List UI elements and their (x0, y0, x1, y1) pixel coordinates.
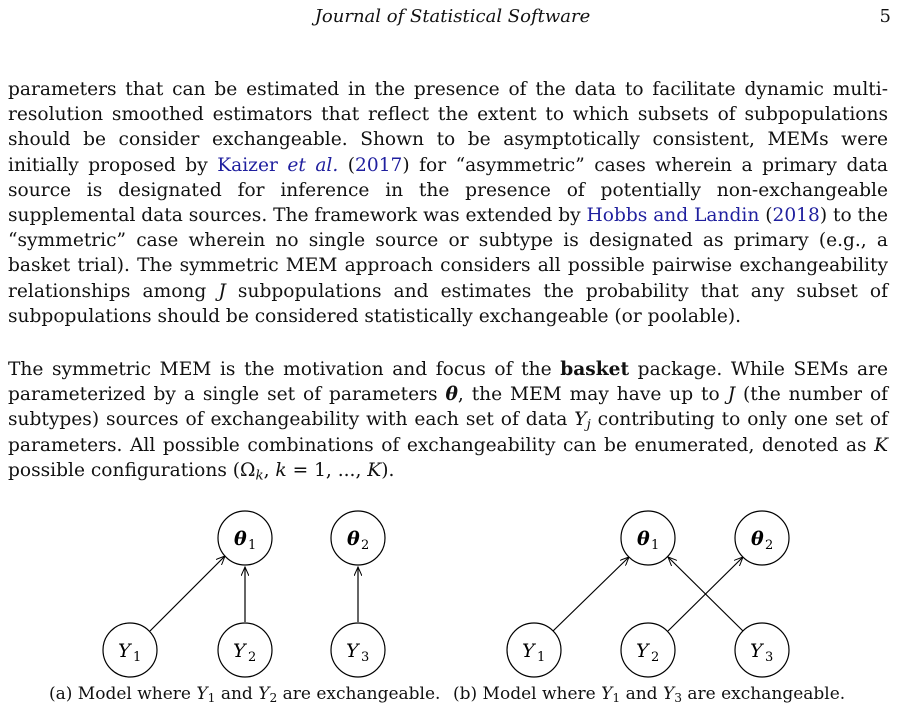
math-omega: Ω (240, 459, 256, 481)
citation-hobbs-landin-year-link[interactable]: 2018 (772, 205, 820, 227)
diagram-b (507, 511, 789, 677)
node-theta1-label: θ (637, 528, 650, 550)
text-run: parameters that can be estimated in the presence of the data to facilitate dynamic multi-resolution smoothed estimators that reflect the extent to which subsets of subpopulations should be consider exchangeable. Shown to be asymptotically consistent, MEMs were initially proposed by (8, 79, 888, 176)
text-run: ) to the “symmetric” case wherein no single source or subtype is designated as primary (e.g., a basket trial). The symmetric MEM approach considers all possible pairwise exchangeability relationships among (8, 205, 889, 302)
node-theta1-sub: 1 (651, 538, 660, 553)
text-run: package. While SEMs are parameterized by a single set of parameters (8, 359, 888, 406)
node-y2-label: Y (636, 640, 649, 662)
node-y1 (507, 623, 561, 677)
node-y2 (218, 623, 272, 677)
citation-kaizer-link[interactable] (217, 155, 338, 176)
node-theta2-label: θ (751, 528, 764, 550)
math-subscript: 3 (674, 691, 682, 706)
model-diagrams-figure (0, 500, 905, 680)
caption-a (49, 683, 440, 705)
text-run: = 1, ..., (286, 459, 368, 481)
paragraph-symmetric-mem (8, 357, 888, 483)
node-y2 (621, 623, 675, 677)
paragraph-mem-background (8, 77, 888, 329)
text-run: ( (759, 205, 773, 227)
math-J: J (727, 384, 736, 406)
node-theta1 (218, 511, 272, 565)
math-J: J (218, 280, 226, 302)
citation-kaizer-year-link[interactable]: 2017 (355, 154, 403, 176)
node-y3-label: Y (346, 640, 359, 662)
caption-text: (b) Model where (453, 684, 602, 704)
node-y2-sub: 2 (248, 650, 257, 665)
page-number: 5 (879, 6, 891, 27)
node-y1-sub: 1 (133, 650, 142, 665)
text-run: The symmetric MEM is the motivation and focus of the (8, 359, 561, 380)
node-y1 (103, 623, 157, 677)
math-K: K (874, 434, 888, 456)
math-subscript: 1 (612, 691, 621, 706)
caption-text: are exchangeable. (277, 684, 441, 704)
package-name: basket (560, 359, 630, 380)
node-y1-label: Y (522, 640, 535, 662)
math-Y: Y (574, 409, 587, 431)
math-K: K (367, 459, 382, 481)
math-Y: Y (196, 684, 208, 704)
node-y3 (331, 623, 385, 677)
math-theta: θ (445, 384, 458, 406)
node-y2-label: Y (233, 640, 246, 662)
node-theta2-sub: 2 (361, 538, 370, 553)
math-subscript: 2 (269, 691, 278, 706)
page-header (0, 6, 905, 30)
node-theta1-label: θ (234, 528, 247, 550)
citation-author: Kaizer (217, 154, 288, 176)
math-subscript: 1 (207, 691, 216, 706)
node-theta2 (735, 511, 789, 565)
node-theta2-sub: 2 (765, 538, 774, 553)
math-Y: Y (662, 684, 675, 704)
text-run: subpopulations and estimates the probability that any subset of subpopulations should be considered statistically exchangeable (or poolable). (8, 280, 889, 327)
text-run: ) for “asymmetric” cases wherein a primary data source is designated for inference in the presence of potentially non-exchangeable supplemental data sources. The framework was extended by (8, 154, 888, 227)
node-theta1-sub: 1 (248, 538, 257, 553)
journal-title: Journal of Statistical Software (314, 6, 591, 27)
math-subscript-k: k (255, 468, 264, 484)
caption-text: and (620, 684, 663, 704)
node-y3-sub: 3 (361, 650, 370, 665)
node-y2-sub: 2 (651, 650, 660, 665)
caption-text: and (215, 684, 259, 704)
node-y3 (735, 623, 789, 677)
text-run: , (263, 459, 276, 481)
node-y1-label: Y (118, 640, 131, 662)
text-run: ( (338, 154, 356, 176)
caption-b (453, 683, 845, 705)
math-subscript-j: j (586, 417, 591, 433)
citation-hobbs-landin-link[interactable]: Hobbs and Landin (586, 205, 760, 227)
text-run: , the MEM may have up to (457, 384, 728, 406)
text-run: (the number of subtypes) sources of exchangeability with each set of data (8, 384, 889, 431)
diagram-a (103, 511, 385, 677)
node-theta1 (621, 511, 675, 565)
edge-y1-theta1 (150, 556, 225, 631)
node-y3-label: Y (750, 640, 763, 662)
math-Y: Y (258, 684, 270, 704)
node-y3-sub: 3 (765, 650, 774, 665)
math-k: k (275, 459, 287, 481)
node-theta2 (331, 511, 385, 565)
node-theta2-label: θ (347, 528, 360, 550)
node-y1-sub: 1 (537, 650, 546, 665)
text-run: contributing to only one set of parameters. All possible combinations of exchangeability can be enumerated, denoted as (8, 409, 888, 456)
text-run: possible configurations ( (8, 459, 241, 481)
edge-y1-theta1 (553, 557, 629, 631)
citation-etal: et al. (287, 154, 339, 176)
caption-text: are exchangeable. (681, 684, 846, 704)
math-Y: Y (601, 684, 613, 704)
text-run: ). (381, 459, 395, 481)
caption-text: (a) Model where (49, 684, 197, 704)
